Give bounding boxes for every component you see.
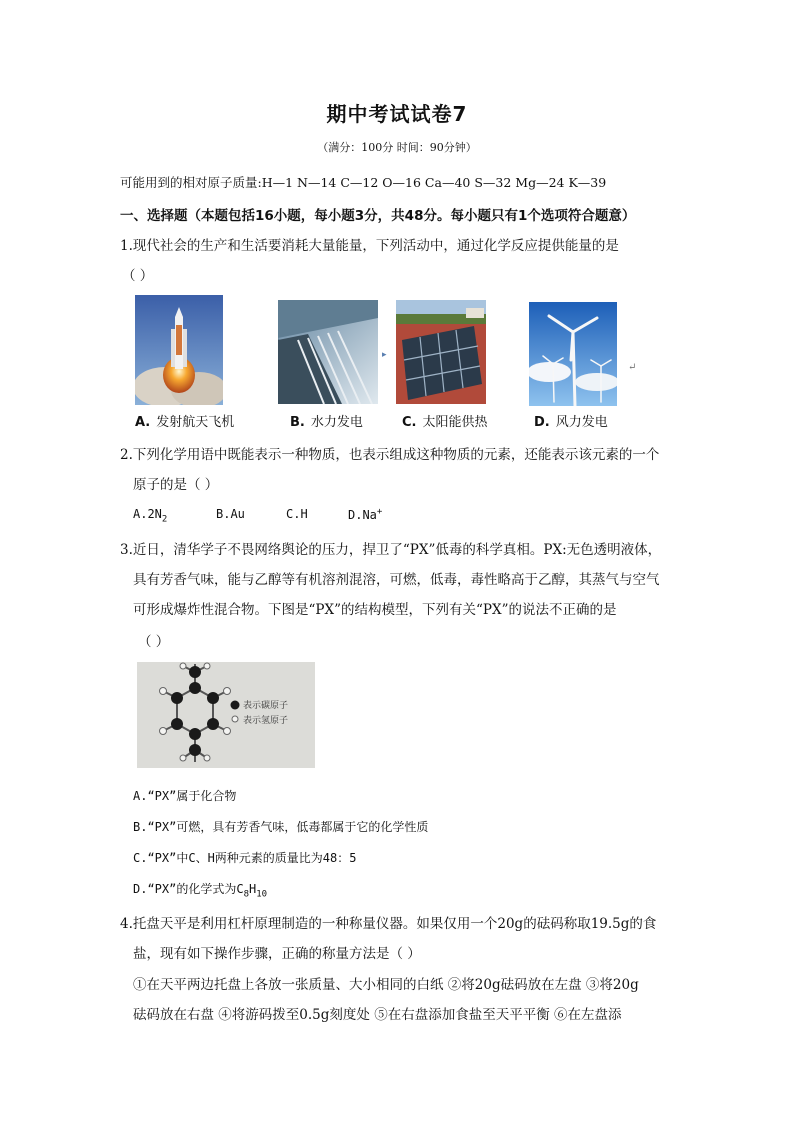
q1-stem: 1.现代社会的生产和生活要消耗大量能量，下列活动中，通过化学反应提供能量的是 bbox=[120, 238, 619, 254]
q3-option-a: A.“PX”属于化合物 bbox=[133, 789, 237, 803]
q3-paren: （ ） bbox=[138, 634, 170, 650]
q2-line2: 原子的是（ ） bbox=[133, 477, 219, 493]
legend-hydrogen: 表示氢原子 bbox=[243, 716, 289, 726]
q2-option-a: $A.2N_2$ bbox=[133, 507, 168, 525]
exam-info: （满分：100分 时间：90分钟） bbox=[317, 141, 477, 154]
return-mark: ↵ bbox=[628, 362, 637, 373]
q1-option-d: D. 风力发电 bbox=[534, 415, 608, 430]
q3-line2: 具有芳香气味，能与乙醇等有机溶剂混溶，可燃，低毒，毒性略高于乙醇，其蒸气与空气 bbox=[133, 572, 660, 588]
q3-option-b: B.“PX”可燃，具有芳香气味，低毒都属于它的化学性质 bbox=[133, 820, 429, 834]
shuttle-launch-image bbox=[135, 295, 223, 405]
page-title: 期中考试试卷7 bbox=[326, 102, 468, 126]
solar-heater-image bbox=[396, 300, 486, 404]
q1-option-a: A. 发射航天飞机 bbox=[135, 415, 235, 430]
q3-option-d: D.“PX”的化学式为$C_8H_{10}$ bbox=[133, 882, 268, 900]
px-structure-model-image bbox=[137, 662, 315, 768]
image-marker-icon: ▸ bbox=[382, 350, 387, 360]
q2-option-b: B.Au bbox=[216, 507, 245, 521]
q4-line2: 盐，现有如下操作步骤，正确的称量方法是（ ） bbox=[133, 946, 421, 962]
wind-power-image bbox=[529, 302, 617, 406]
q2-option-c: C.H bbox=[286, 507, 308, 521]
q4-line1: 4.托盘天平是利用杠杆原理制造的一种称量仪器。如果仅用一个20g的砝码称取19.5g的食 bbox=[120, 916, 657, 932]
q1-paren: （ ） bbox=[122, 268, 154, 284]
q2-option-d: D.Na+ bbox=[348, 507, 383, 522]
q3-line1: 3.近日，清华学子不畏网络舆论的压力，捍卫了“PX”低毒的科学真相。PX:无色透明液体， bbox=[120, 542, 662, 558]
hydropower-image bbox=[278, 300, 378, 404]
q1-option-b: B. 水力发电 bbox=[290, 415, 363, 430]
q1-option-c: C. 太阳能供热 bbox=[402, 415, 488, 430]
atomic-mass-line: 可能用到的相对原子质量:H—1 N—14 C—12 O—16 Ca—40 S—32 Mg—24 K—39 bbox=[120, 175, 607, 190]
q2-line1: 2.下列化学用语中既能表示一种物质，也表示组成这种物质的元素，还能表示该元素的一个 bbox=[120, 447, 660, 463]
q4-line4: 砝码放在右盘 ④将游码拨至0.5g刻度处 ⑤在右盘添加食盐至天平平衡 ⑥在左盘添 bbox=[133, 1007, 622, 1023]
legend-carbon: 表示碳原子 bbox=[243, 701, 289, 711]
section-heading: 一、选择题（本题包括16小题，每小题3分，共48分。每小题只有1个选项符合题意） bbox=[120, 208, 636, 224]
q3-line3: 可形成爆炸性混合物。下图是“PX”的结构模型，下列有关“PX”的说法不正确的是 bbox=[133, 602, 617, 618]
q3-option-c: C.“PX”中C、H两种元素的质量比为48：5 bbox=[133, 851, 357, 865]
q4-line3: ①在天平两边托盘上各放一张质量、大小相同的白纸 ②将20g砝码放在左盘 ③将20g bbox=[133, 977, 639, 993]
